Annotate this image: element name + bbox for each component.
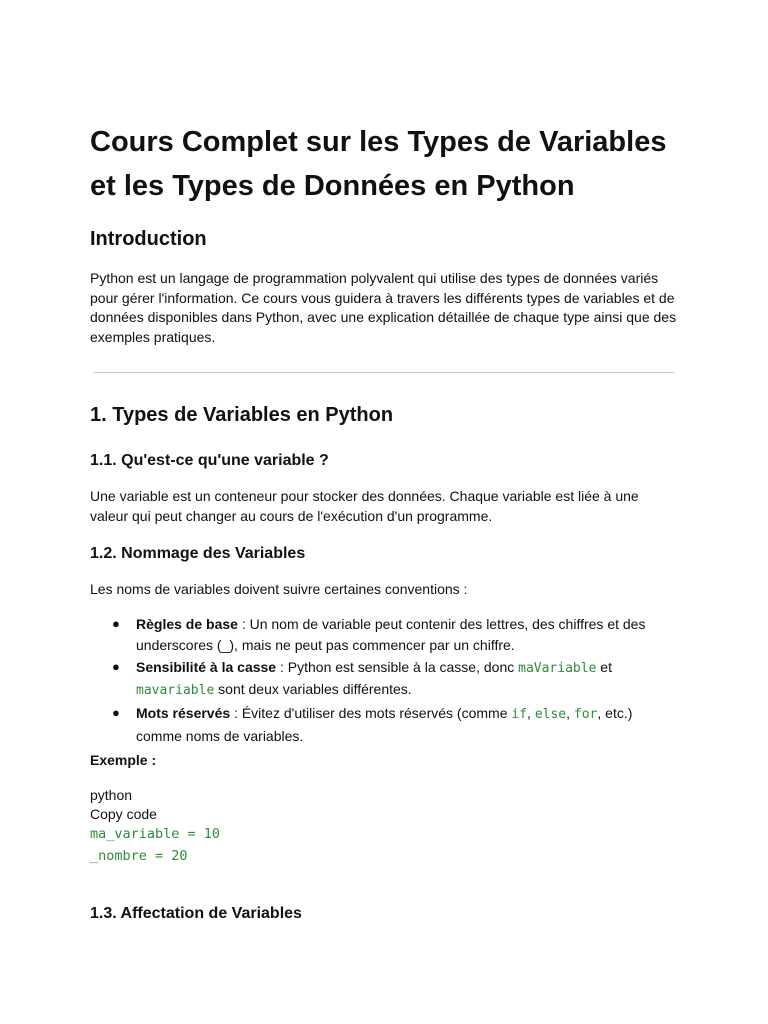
inline-code: maVariable [518,660,597,676]
rule-text: : Évitez d'utiliser des mots réservés (comme [230,705,512,721]
bullet-icon: ● [112,705,120,720]
subsection-1-2-heading: 1.2. Nommage des Variables [90,545,306,562]
code-line: _nombre = 20 [90,848,188,864]
rule-text: , [566,705,574,721]
inline-code: for [573,707,598,722]
inline-code: else [534,707,567,722]
rule-title: Mots réservés [136,705,231,721]
rule-title: Sensibilité à la casse [136,658,277,675]
naming-rules-list [90,614,680,748]
variable-definition-paragraph: Une variable est un conteneur pour stocker des données. Chaque variable est liée à une valeur qui peut changer au cours de l'exécution d'un programme. [90,488,639,524]
copy-code-button[interactable]: Copy code [90,806,157,822]
rule-text: sont deux variables différentes. [214,681,412,697]
intro-heading: Introduction [90,228,207,250]
section-divider [94,372,674,373]
example-label: Exemple : [90,752,157,768]
rule-title: Règles de base [136,616,238,632]
intro-paragraph: Python est un langage de programmation polyvalent qui utilise des types de données variés pour gérer l'information. Ce cours vous guidera à travers les différents types de variables et de données disponibles dans Python, avec une explication détaillée de chaque type ainsi que des exemples pratiques. [90,270,677,345]
rule-text: , [527,705,535,721]
list-item [90,657,680,702]
code-language-label: python [90,787,133,803]
list-item [90,614,680,655]
inline-code: mavariable [136,683,215,698]
bullet-icon: ● [112,658,120,674]
rule-text: : Un nom de variable peut contenir des lettres, des chiffres et des underscores (_), mais ne peut pas commencer par un chiffre. [136,616,646,653]
rule-text: : Python est sensible à la casse, donc [276,658,519,675]
rule-text: et [596,658,612,675]
naming-conventions-paragraph: Les noms de variables doivent suivre certaines conventions : [90,581,468,597]
code-block [90,823,220,867]
page-title: Cours Complet sur les Types de Variables et les Types de Données en Python [90,126,667,202]
inline-code: if [511,707,528,722]
code-line: ma_variable = 10 [90,826,221,842]
section1-heading: 1. Types de Variables en Python [90,404,394,426]
subsection-1-1-heading: 1.1. Qu'est-ce qu'une variable ? [90,452,329,469]
subsection-1-3-heading: 1.3. Affectation de Variables [90,905,302,922]
bullet-icon: ● [112,616,120,631]
rule-text: , etc.) comme noms de variables. [136,705,633,744]
list-item [90,703,680,746]
